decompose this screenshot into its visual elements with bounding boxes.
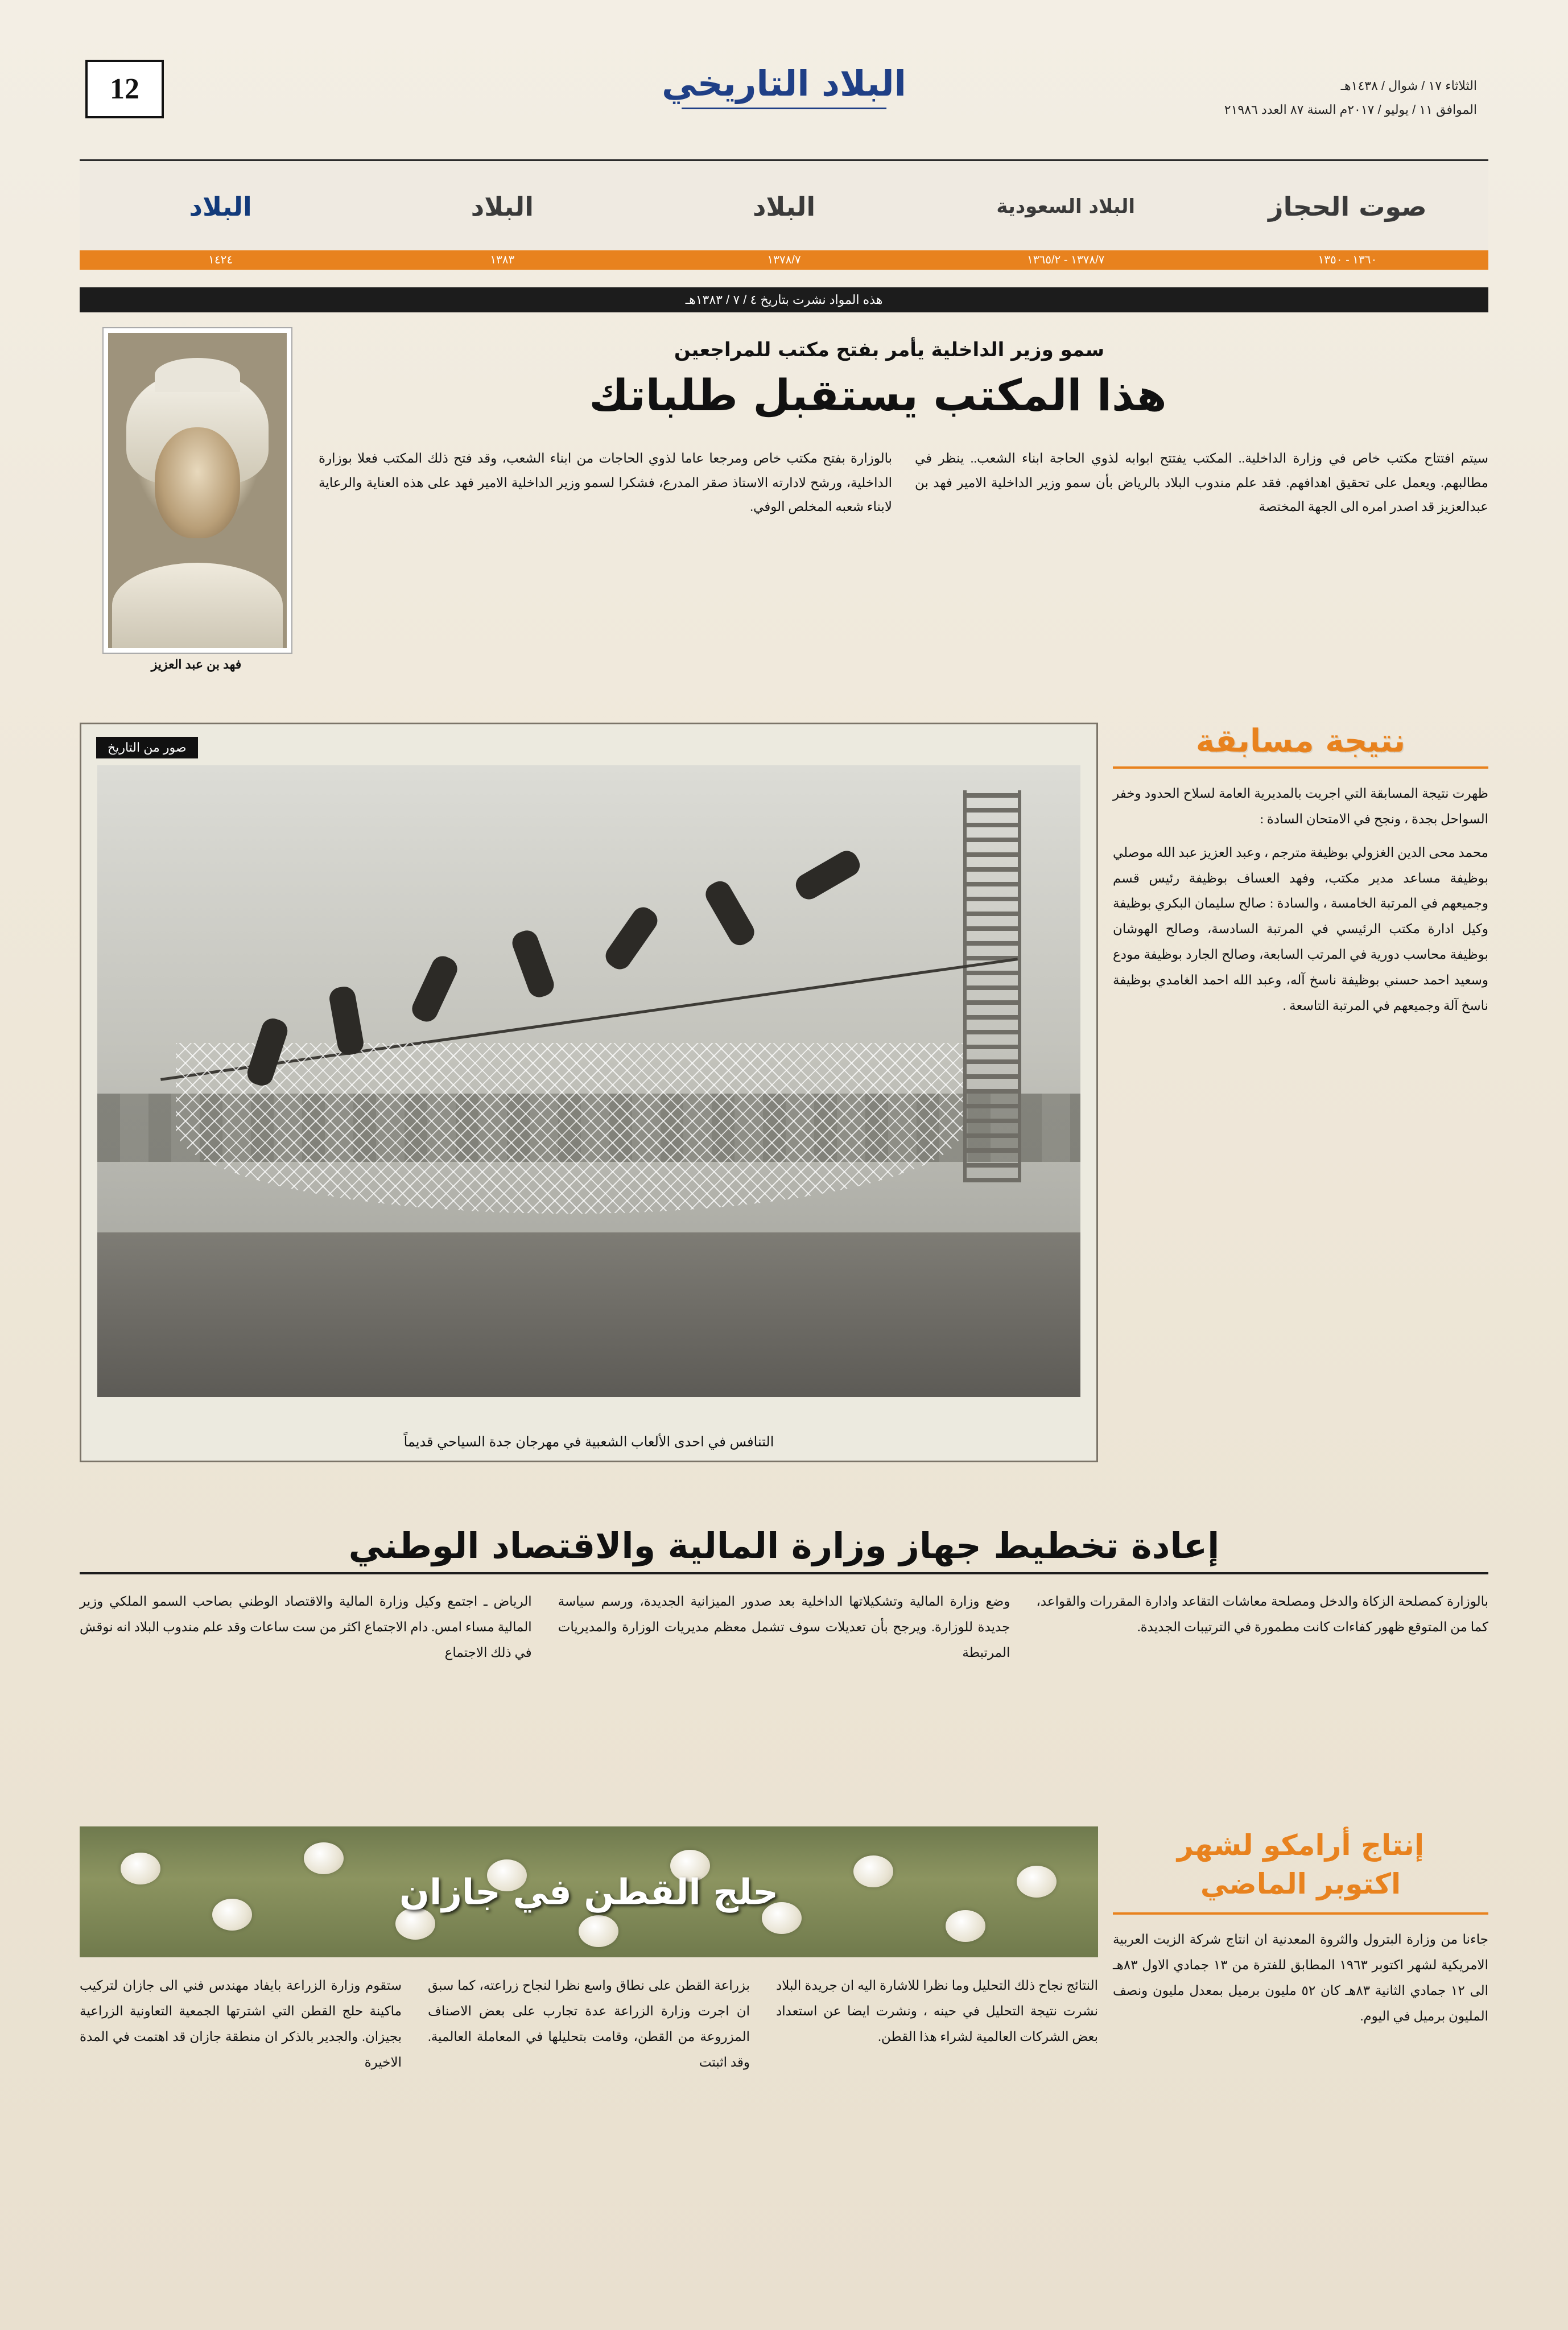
- article4-title-line1: إنتاج أرامكو لشهر: [1177, 1829, 1425, 1862]
- logo-rule: [682, 108, 886, 109]
- historic-photo-box: [80, 723, 1098, 1462]
- portrait-caption: فهد بن عبد العزيز: [151, 657, 242, 671]
- article-bottom-row: [80, 1826, 1488, 2236]
- portrait-face: [155, 427, 240, 538]
- article2-rule: [1113, 766, 1488, 769]
- article-interior-ministry: [80, 327, 1488, 703]
- masthead-item-2: [361, 161, 643, 252]
- article3-headline: إعادة تخطيط جهاز وزارة المالية والاقتصاد الوطني: [348, 1525, 1220, 1566]
- publication-notice-bar: هذه المواد نشرت بتاريخ ٤ / ٧ / ١٣٨٣هـ: [80, 287, 1488, 312]
- article1-col-left: سيتم افتتاح مكتب خاص في وزارة الداخلية.. المكتب يفتتح ابوابه لذوي الحاجة ابناء الشعب.. ينظر في مطالبهم. ويعمل على تحقيق اهدافهم. فقد علم مندوب البلاد بالرياض بأن سمو وزير الداخلية الامير فهد بن عبدالعزيز قد اصدر امره الى الجهة المختصة: [915, 451, 1488, 514]
- article4-col-3: النتائج نجاح ذلك التحليل وما نظرا للاشارة اليه ان جريدة البلاد نشرت نتيجة التحليل في حينه ، ونشرت ايضا عن استعداد بعض الشركات العالمية لشراء هذا القطن.: [776, 1978, 1098, 2044]
- masthead-label-1: البلاد: [189, 191, 252, 222]
- article2-para-1: ظهرت نتيجة المسابقة التي اجريت بالمديرية العامة لسلاح الحدود وخفر السواحل بجدة ، ونجح في الامتحان السادة :: [1113, 786, 1488, 826]
- article4-col-2: بزراعة القطن على نطاق واسع نظرا لنجاح زراعته، كما سبق ان اجرت وزارة الزراعة عدة تجارب على بعض الاصناف المزروعة من القطن، وقامت بتحليلها في المعاملة العالمية. وقد اثبتت: [428, 1978, 750, 2069]
- page-number: 12: [85, 60, 164, 118]
- article2-title: نتيجة مسابقة: [1195, 723, 1406, 760]
- article4-rule: [1113, 1912, 1488, 1915]
- masthead-item-1: [80, 161, 361, 252]
- historic-photo-image: [97, 765, 1080, 1397]
- portrait-photo: [102, 327, 292, 654]
- portrait-cap: [155, 358, 240, 392]
- portrait-torso: [112, 563, 283, 648]
- publication-logo-text: البلاد التاريخي: [662, 63, 906, 104]
- article1-columns: [319, 447, 1488, 519]
- dateline-gregorian: الموافق ١١ / يوليو / ٢٠١٧م السنة ٨٧ العدد ٢١٩٨٦: [1224, 102, 1477, 117]
- photo-safety-net: [176, 1043, 962, 1214]
- masthead-label-2: البلاد: [471, 191, 534, 222]
- masthead-years-5: ١٣٦٠ - ١٣٥٠: [1318, 254, 1377, 266]
- portrait-image: [108, 333, 287, 648]
- article-competition-result: [80, 723, 1488, 1502]
- publication-logo: [662, 63, 906, 109]
- masthead-item-4: [925, 161, 1207, 252]
- article3-col-3: بالوزارة كمصلحة الزكاة والدخل ومصلحة معاشات التقاعد وادارة المقررات والقواعد، كما من المتوقع ظهور كفاءات كانت مطمورة في الترتيبات الجديدة.: [1036, 1594, 1489, 1634]
- cotton-boll: [946, 1910, 985, 1942]
- photo-ground: [97, 1232, 1080, 1397]
- cotton-boll: [304, 1842, 344, 1874]
- article4-columns: [80, 1973, 1098, 2075]
- photo-scaffold-tower: [963, 790, 1021, 1182]
- historic-mastheads-strip: [80, 159, 1488, 252]
- article4-text: جاءنا من وزارة البترول والثروة المعدنية ان انتاج شركة الزيت العربية الامريكية لشهر اكتوبر ١٩٦٣ المطابق للفترة من ١٣ جمادي الاول ٨٣هـ الى ١٢ جمادي الثانية ٨٣هـ كان ٥٢ مليون برميل بمعدل مليون ونصف المليون برميل في اليوم.: [1113, 1932, 1489, 2023]
- article-aramco: [1113, 1826, 1488, 2029]
- article2-para-2: محمد محى الدين الغزولي بوظيفة مترجم ، وعبد العزيز عبد الله موصلي بوظيفة مساعد مدير مكتب، وفهد العساف بوظيفة رئيس قسم وجميعهم في المرتبة الخامسة ، والسادة : صالح سليمان البكري بوظيفة وكيل ادارة مكتب الرئيسي في المرتبة السادسة، وصالح الهوشان بوظيفة محاسب دورية في المرتب السابعة، وصالح الجارد بوظيفة مودع وسعيد احمد حسني بوظيفة ناسخ آله، وعبد الله احمد الغامدي بوظيفة ناسخ آلة وجميعهم في المرتبة التاسعة .: [1113, 845, 1488, 1013]
- article1-kicker: سمو وزير الداخلية يأمر بفتح مكتب للمراجعين: [674, 339, 1105, 361]
- masthead-item-3: [643, 161, 925, 252]
- article1-headline: هذا المكتب يستقبل طلباتك: [589, 370, 1167, 420]
- masthead-years-2: ١٣٨٣: [490, 254, 515, 266]
- article3-rule: [80, 1572, 1488, 1574]
- article-cotton: [80, 1826, 1098, 2075]
- dateline-hijri: الثلاثاء ١٧ / شوال / ١٤٣٨هـ: [1340, 79, 1477, 93]
- masthead-years-3: ١٣٧٨/٧: [767, 254, 801, 266]
- article3-col-2: وضع وزارة المالية وتشكيلاتها الداخلية بعد صدور الميزانية الجديدة، ورسم سياسة جديدة للوزارة. ويرجح بأن تعديلات سوف تشمل معظم مديريات الوزارة والمديريات المرتبطة: [558, 1594, 1010, 1660]
- cotton-boll: [579, 1915, 618, 1947]
- cotton-photo: [80, 1826, 1098, 1957]
- article2-text-column: [1113, 723, 1488, 1027]
- masthead-label-4: البلاد السعودية: [996, 195, 1136, 218]
- article4-col-1: ستقوم وزارة الزراعة بايفاد مهندس فني الى جازان لتركيب ماكينة حلج القطن التي اشترتها الجمعية التعاونية الزراعية بجيزان. والجدير بالذكر ان منطقة جازان قد اهتمت في المدة الاخيرة: [80, 1978, 402, 2069]
- historic-photo-tag: صور من التاريخ: [96, 737, 198, 758]
- masthead-label-3: البلاد: [752, 191, 816, 222]
- masthead-years-1: ١٤٢٤: [208, 254, 233, 266]
- masthead-years-4: ١٣٧٨/٧ - ١٣٦٥/٢: [1027, 254, 1105, 266]
- article4-title: [1113, 1826, 1488, 1903]
- historic-photo-caption: التنافس في احدى الألعاب الشعبية في مهرجان جدة السياحي قديماً: [403, 1434, 774, 1450]
- article3-col-1: الرياض ـ اجتمع وكيل وزارة المالية والاقتصاد الوطني بصاحب السمو الملكي وزير المالية مساء امس. دام الاجتماع اكثر من ست ساعات وقد علم مندوب البلاد انه نوقش في ذلك الاجتماع: [80, 1594, 532, 1660]
- article1-col-right: بالوزارة بفتح مكتب خاص ومرجعا عاما لذوي الحاجات من ابناء الشعب، وقد فتح ذلك المكتب فعلا بوزارة الداخلية، ورشح لادارته الاستاذ صقر المدرع، فشكرا لسمو وزير الداخلية الامير فهد على هذه العناية والرعاية لابناء شعبه المخلص الوفي.: [319, 451, 892, 514]
- masthead-item-5: [1207, 161, 1488, 252]
- cotton-photo-title: حلج القطن في جازان: [399, 1871, 778, 1913]
- article3-columns: [80, 1589, 1488, 1666]
- masthead-label-5: صوت الحجاز: [1268, 191, 1427, 222]
- article-finance-ministry: [80, 1525, 1488, 1809]
- masthead-years-strip: [80, 250, 1488, 270]
- article4-title-line2: اكتوبر الماضي: [1200, 1867, 1401, 1900]
- dateline: [1224, 74, 1477, 122]
